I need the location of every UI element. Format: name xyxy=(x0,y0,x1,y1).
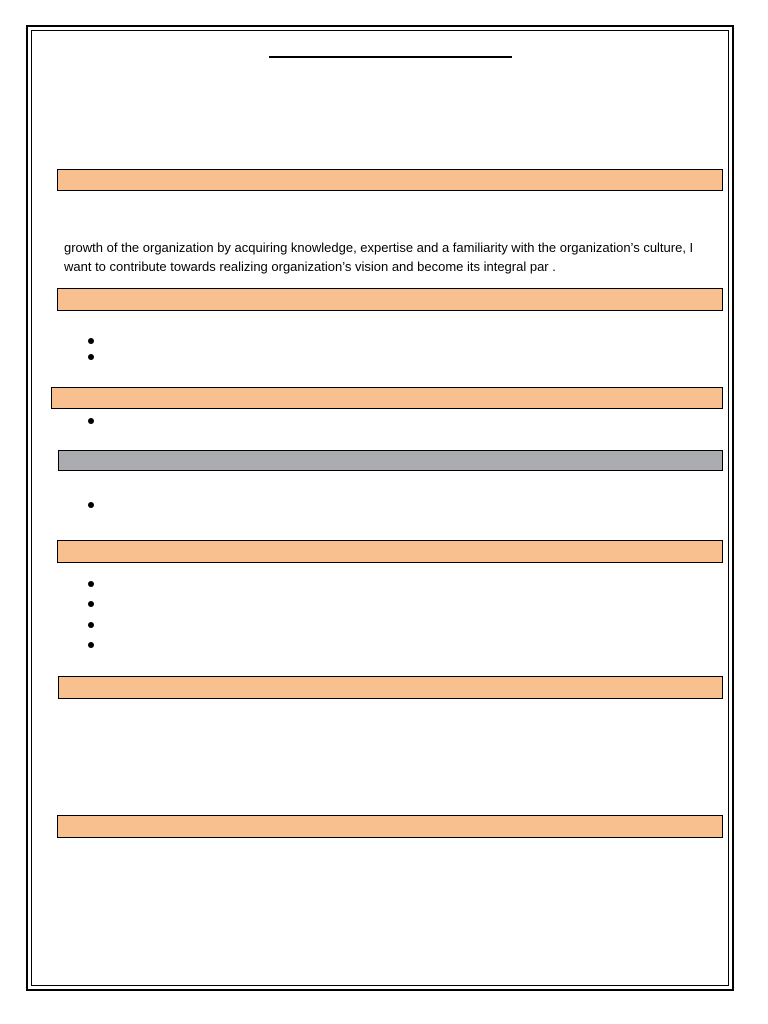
section-band-7 xyxy=(57,815,723,838)
name-underline xyxy=(269,56,512,58)
list-bullet xyxy=(88,418,94,424)
section-band-objective xyxy=(57,169,723,191)
section-band-2 xyxy=(57,288,723,311)
section-band-3 xyxy=(51,387,723,409)
list-bullet xyxy=(88,502,94,508)
section-band-4 xyxy=(58,450,723,471)
list-bullet xyxy=(88,354,94,360)
objective-text: growth of the organization by acquiring knowledge, expertise and a familiarity with the organization’s culture, I want to contribute towards realizing organization’s vision and become its integral par . xyxy=(64,240,694,274)
list-bullet xyxy=(88,581,94,587)
list-bullet xyxy=(88,622,94,628)
section-band-5 xyxy=(57,540,723,563)
list-bullet xyxy=(88,601,94,607)
list-bullet xyxy=(88,338,94,344)
section-band-6 xyxy=(58,676,723,699)
list-bullet xyxy=(88,642,94,648)
